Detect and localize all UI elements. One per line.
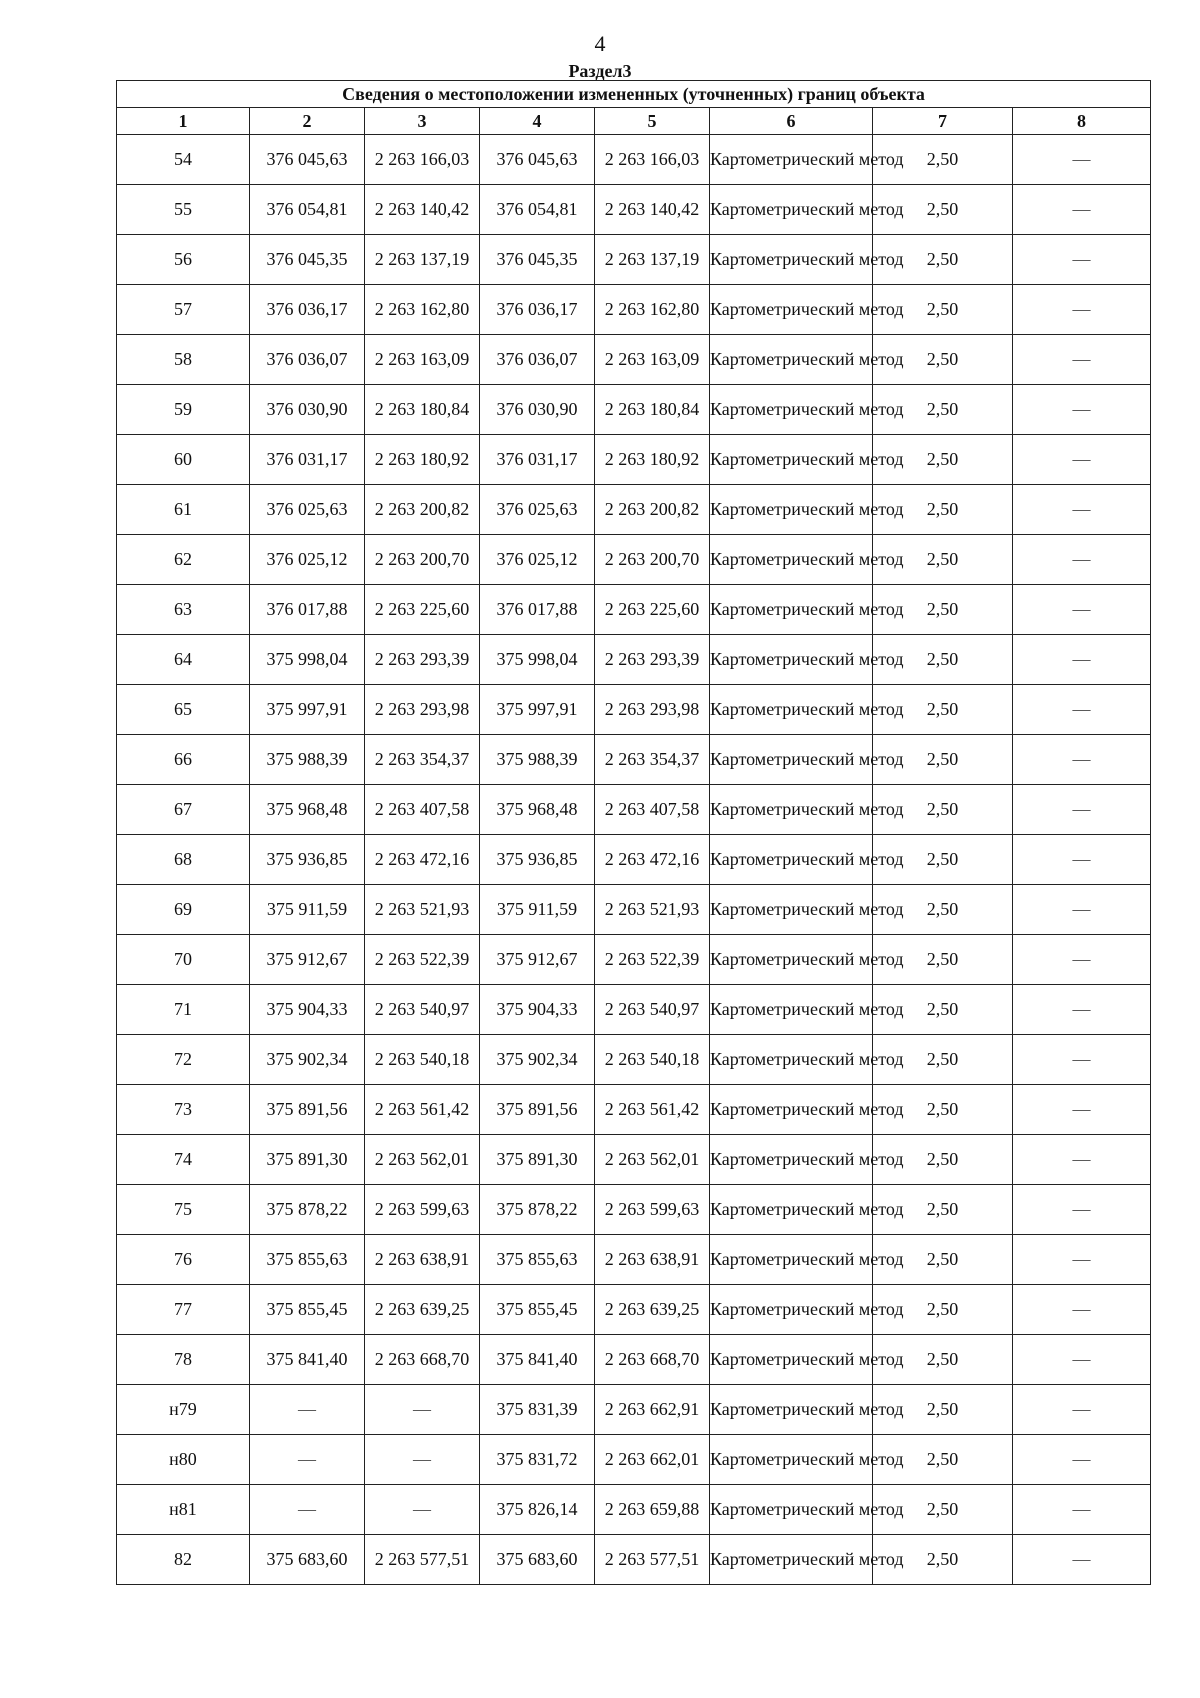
accuracy-cell: 2,50 — [873, 735, 1013, 785]
old-x-cell: 375 912,67 — [250, 935, 365, 985]
old-x-cell: 376 030,90 — [250, 385, 365, 435]
old-y-cell: 2 263 407,58 — [365, 785, 480, 835]
old-x-cell: 375 968,48 — [250, 785, 365, 835]
accuracy-cell: 2,50 — [873, 935, 1013, 985]
old-x-cell: 375 911,59 — [250, 885, 365, 935]
old-y-cell: 2 263 668,70 — [365, 1335, 480, 1385]
note-cell: — — [1013, 585, 1151, 635]
column-number-2: 2 — [250, 108, 365, 135]
new-y-cell: 2 263 293,98 — [595, 685, 710, 735]
new-x-cell: 375 891,30 — [480, 1135, 595, 1185]
table-row — [117, 1085, 1151, 1135]
point-id-cell: 71 — [117, 985, 250, 1035]
old-y-cell: — — [365, 1435, 480, 1485]
new-y-cell: 2 263 521,93 — [595, 885, 710, 935]
table-row — [117, 1535, 1151, 1585]
old-x-cell: 376 045,63 — [250, 135, 365, 185]
old-x-cell: 375 988,39 — [250, 735, 365, 785]
old-x-cell: 375 855,63 — [250, 1235, 365, 1285]
old-x-cell: 375 936,85 — [250, 835, 365, 885]
old-y-cell: 2 263 599,63 — [365, 1185, 480, 1235]
new-y-cell: 2 263 200,82 — [595, 485, 710, 535]
table-row — [117, 985, 1151, 1035]
accuracy-cell: 2,50 — [873, 1185, 1013, 1235]
method-cell: Картометрический метод — [710, 1435, 873, 1485]
note-cell: — — [1013, 185, 1151, 235]
new-y-cell: 2 263 599,63 — [595, 1185, 710, 1235]
table-row — [117, 435, 1151, 485]
method-cell: Картометрический метод — [710, 385, 873, 435]
method-cell: Картометрический метод — [710, 835, 873, 885]
point-id-cell: 67 — [117, 785, 250, 835]
point-id-cell: 56 — [117, 235, 250, 285]
table-row — [117, 885, 1151, 935]
accuracy-cell: 2,50 — [873, 1385, 1013, 1435]
old-y-cell: 2 263 166,03 — [365, 135, 480, 185]
old-x-cell: 375 841,40 — [250, 1335, 365, 1385]
table-row — [117, 1335, 1151, 1385]
old-y-cell: 2 263 354,37 — [365, 735, 480, 785]
new-x-cell: 375 998,04 — [480, 635, 595, 685]
method-cell: Картометрический метод — [710, 135, 873, 185]
point-id-cell: 72 — [117, 1035, 250, 1085]
old-x-cell: 375 904,33 — [250, 985, 365, 1035]
old-y-cell: 2 263 561,42 — [365, 1085, 480, 1135]
method-cell: Картометрический метод — [710, 1385, 873, 1435]
new-x-cell: 376 036,17 — [480, 285, 595, 335]
note-cell: — — [1013, 435, 1151, 485]
old-y-cell: 2 263 540,18 — [365, 1035, 480, 1085]
page-number: 4 — [594, 31, 606, 56]
note-cell: — — [1013, 385, 1151, 435]
table-row — [117, 1235, 1151, 1285]
accuracy-cell: 2,50 — [873, 435, 1013, 485]
section-label: Раздел3 — [568, 61, 632, 81]
new-y-cell: 2 263 407,58 — [595, 785, 710, 835]
method-cell: Картометрический метод — [710, 885, 873, 935]
old-x-cell: 376 031,17 — [250, 435, 365, 485]
new-y-cell: 2 263 577,51 — [595, 1535, 710, 1585]
old-x-cell: 376 036,07 — [250, 335, 365, 385]
point-id-cell: 65 — [117, 685, 250, 735]
accuracy-cell: 2,50 — [873, 1535, 1013, 1585]
old-y-cell: 2 263 521,93 — [365, 885, 480, 935]
method-cell: Картометрический метод — [710, 235, 873, 285]
new-y-cell: 2 263 540,97 — [595, 985, 710, 1035]
point-id-cell: 57 — [117, 285, 250, 335]
table-title: Сведения о местоположении измененных (уточненных) границ объекта — [117, 81, 1151, 108]
method-cell: Картометрический метод — [710, 735, 873, 785]
old-y-cell: 2 263 162,80 — [365, 285, 480, 335]
old-x-cell: 376 036,17 — [250, 285, 365, 335]
note-cell: — — [1013, 1335, 1151, 1385]
new-x-cell: 376 036,07 — [480, 335, 595, 385]
point-id-cell: 69 — [117, 885, 250, 935]
new-y-cell: 2 263 638,91 — [595, 1235, 710, 1285]
note-cell: — — [1013, 635, 1151, 685]
column-number-6: 6 — [710, 108, 873, 135]
note-cell: — — [1013, 1485, 1151, 1535]
accuracy-cell: 2,50 — [873, 1335, 1013, 1385]
new-y-cell: 2 263 163,09 — [595, 335, 710, 385]
note-cell: — — [1013, 285, 1151, 335]
method-cell: Картометрический метод — [710, 285, 873, 335]
old-y-cell: 2 263 140,42 — [365, 185, 480, 235]
new-y-cell: 2 263 225,60 — [595, 585, 710, 635]
table-row — [117, 135, 1151, 185]
table-row — [117, 1135, 1151, 1185]
accuracy-cell: 2,50 — [873, 1035, 1013, 1085]
new-x-cell: 375 831,72 — [480, 1435, 595, 1485]
new-x-cell: 375 988,39 — [480, 735, 595, 785]
new-x-cell: 375 902,34 — [480, 1035, 595, 1085]
table-row — [117, 935, 1151, 985]
table-row — [117, 185, 1151, 235]
note-cell: — — [1013, 235, 1151, 285]
table-row — [117, 785, 1151, 835]
new-x-cell: 376 025,63 — [480, 485, 595, 535]
note-cell: — — [1013, 135, 1151, 185]
new-x-cell: 376 045,63 — [480, 135, 595, 185]
note-cell: — — [1013, 1435, 1151, 1485]
point-id-cell: 68 — [117, 835, 250, 885]
method-cell: Картометрический метод — [710, 685, 873, 735]
method-cell: Картометрический метод — [710, 1185, 873, 1235]
point-id-cell: 62 — [117, 535, 250, 585]
old-x-cell: — — [250, 1485, 365, 1535]
method-cell: Картометрический метод — [710, 985, 873, 1035]
new-x-cell: 375 855,45 — [480, 1285, 595, 1335]
column-number-7: 7 — [873, 108, 1013, 135]
point-id-cell: 75 — [117, 1185, 250, 1235]
point-id-cell: 54 — [117, 135, 250, 185]
old-y-cell: 2 263 562,01 — [365, 1135, 480, 1185]
note-cell: — — [1013, 1135, 1151, 1185]
old-x-cell: 376 017,88 — [250, 585, 365, 635]
table-row — [117, 1385, 1151, 1435]
new-y-cell: 2 263 180,92 — [595, 435, 710, 485]
old-x-cell: 376 045,35 — [250, 235, 365, 285]
accuracy-cell: 2,50 — [873, 385, 1013, 435]
note-cell: — — [1013, 1035, 1151, 1085]
column-number-4: 4 — [480, 108, 595, 135]
new-y-cell: 2 263 562,01 — [595, 1135, 710, 1185]
method-cell: Картометрический метод — [710, 635, 873, 685]
method-cell: Картометрический метод — [710, 1335, 873, 1385]
table-row — [117, 1035, 1151, 1085]
new-x-cell: 375 683,60 — [480, 1535, 595, 1585]
point-id-cell: 61 — [117, 485, 250, 535]
accuracy-cell: 2,50 — [873, 585, 1013, 635]
new-x-cell: 375 891,56 — [480, 1085, 595, 1135]
note-cell: — — [1013, 485, 1151, 535]
accuracy-cell: 2,50 — [873, 835, 1013, 885]
table-row — [117, 635, 1151, 685]
new-x-cell: 375 911,59 — [480, 885, 595, 935]
old-y-cell: 2 263 200,82 — [365, 485, 480, 535]
old-x-cell: 376 025,12 — [250, 535, 365, 585]
old-y-cell: 2 263 293,39 — [365, 635, 480, 685]
new-x-cell: 375 912,67 — [480, 935, 595, 985]
new-y-cell: 2 263 561,42 — [595, 1085, 710, 1135]
point-id-cell: 66 — [117, 735, 250, 785]
old-x-cell: — — [250, 1435, 365, 1485]
method-cell: Картометрический метод — [710, 1285, 873, 1335]
table-row — [117, 285, 1151, 335]
accuracy-cell: 2,50 — [873, 685, 1013, 735]
old-y-cell: — — [365, 1385, 480, 1435]
table-row — [117, 585, 1151, 635]
table-title-row — [117, 81, 1151, 108]
point-id-cell: 58 — [117, 335, 250, 385]
column-number-1: 1 — [117, 108, 250, 135]
method-cell: Картометрический метод — [710, 1535, 873, 1585]
old-y-cell: 2 263 200,70 — [365, 535, 480, 585]
table-row — [117, 1185, 1151, 1235]
accuracy-cell: 2,50 — [873, 235, 1013, 285]
new-x-cell: 375 904,33 — [480, 985, 595, 1035]
point-id-cell: н81 — [117, 1485, 250, 1535]
column-number-3: 3 — [365, 108, 480, 135]
point-id-cell: 74 — [117, 1135, 250, 1185]
note-cell: — — [1013, 785, 1151, 835]
method-cell: Картометрический метод — [710, 935, 873, 985]
point-id-cell: 55 — [117, 185, 250, 235]
point-id-cell: 82 — [117, 1535, 250, 1585]
old-y-cell: 2 263 180,84 — [365, 385, 480, 435]
new-x-cell: 375 936,85 — [480, 835, 595, 885]
accuracy-cell: 2,50 — [873, 185, 1013, 235]
note-cell: — — [1013, 1235, 1151, 1285]
point-id-cell: 76 — [117, 1235, 250, 1285]
note-cell: — — [1013, 1185, 1151, 1235]
new-y-cell: 2 263 668,70 — [595, 1335, 710, 1385]
old-y-cell: 2 263 293,98 — [365, 685, 480, 735]
point-id-cell: 63 — [117, 585, 250, 635]
old-y-cell: 2 263 577,51 — [365, 1535, 480, 1585]
old-x-cell: 375 855,45 — [250, 1285, 365, 1335]
old-y-cell: 2 263 163,09 — [365, 335, 480, 385]
note-cell: — — [1013, 1085, 1151, 1135]
accuracy-cell: 2,50 — [873, 1235, 1013, 1285]
new-y-cell: 2 263 180,84 — [595, 385, 710, 435]
old-x-cell: 376 054,81 — [250, 185, 365, 235]
new-y-cell: 2 263 293,39 — [595, 635, 710, 685]
new-y-cell: 2 263 659,88 — [595, 1485, 710, 1535]
old-y-cell: 2 263 225,60 — [365, 585, 480, 635]
note-cell: — — [1013, 835, 1151, 885]
method-cell: Картометрический метод — [710, 1035, 873, 1085]
method-cell: Картометрический метод — [710, 1135, 873, 1185]
column-number-5: 5 — [595, 108, 710, 135]
new-x-cell: 375 826,14 — [480, 1485, 595, 1535]
method-cell: Картометрический метод — [710, 1085, 873, 1135]
note-cell: — — [1013, 685, 1151, 735]
table-row — [117, 485, 1151, 535]
point-id-cell: н80 — [117, 1435, 250, 1485]
old-x-cell: 375 891,30 — [250, 1135, 365, 1185]
accuracy-cell: 2,50 — [873, 485, 1013, 535]
note-cell: — — [1013, 1535, 1151, 1585]
new-x-cell: 376 017,88 — [480, 585, 595, 635]
method-cell: Картометрический метод — [710, 585, 873, 635]
table-row — [117, 335, 1151, 385]
accuracy-cell: 2,50 — [873, 885, 1013, 935]
old-x-cell: 375 891,56 — [250, 1085, 365, 1135]
table-row — [117, 535, 1151, 585]
accuracy-cell: 2,50 — [873, 1485, 1013, 1535]
new-x-cell: 375 968,48 — [480, 785, 595, 835]
table-row — [117, 235, 1151, 285]
accuracy-cell: 2,50 — [873, 1135, 1013, 1185]
accuracy-cell: 2,50 — [873, 135, 1013, 185]
method-cell: Картометрический метод — [710, 785, 873, 835]
method-cell: Картометрический метод — [710, 1235, 873, 1285]
new-x-cell: 375 855,63 — [480, 1235, 595, 1285]
new-y-cell: 2 263 137,19 — [595, 235, 710, 285]
new-y-cell: 2 263 354,37 — [595, 735, 710, 785]
note-cell: — — [1013, 1385, 1151, 1435]
point-id-cell: 59 — [117, 385, 250, 435]
old-x-cell: 375 902,34 — [250, 1035, 365, 1085]
note-cell: — — [1013, 985, 1151, 1035]
method-cell: Картометрический метод — [710, 535, 873, 585]
accuracy-cell: 2,50 — [873, 785, 1013, 835]
table-row — [117, 685, 1151, 735]
accuracy-cell: 2,50 — [873, 335, 1013, 385]
new-y-cell: 2 263 162,80 — [595, 285, 710, 335]
table-row — [117, 835, 1151, 885]
new-x-cell: 375 841,40 — [480, 1335, 595, 1385]
new-y-cell: 2 263 166,03 — [595, 135, 710, 185]
old-y-cell: 2 263 639,25 — [365, 1285, 480, 1335]
point-id-cell: 78 — [117, 1335, 250, 1385]
column-number-row — [117, 108, 1151, 135]
point-id-cell: 64 — [117, 635, 250, 685]
table-body — [117, 135, 1151, 1585]
method-cell: Картометрический метод — [710, 335, 873, 385]
old-x-cell: 375 997,91 — [250, 685, 365, 735]
old-y-cell: 2 263 638,91 — [365, 1235, 480, 1285]
table-row — [117, 1485, 1151, 1535]
old-y-cell: 2 263 522,39 — [365, 935, 480, 985]
table-row — [117, 1285, 1151, 1335]
note-cell: — — [1013, 935, 1151, 985]
old-y-cell: 2 263 472,16 — [365, 835, 480, 885]
accuracy-cell: 2,50 — [873, 1285, 1013, 1335]
new-y-cell: 2 263 522,39 — [595, 935, 710, 985]
new-y-cell: 2 263 662,01 — [595, 1435, 710, 1485]
point-id-cell: н79 — [117, 1385, 250, 1435]
new-x-cell: 376 025,12 — [480, 535, 595, 585]
new-y-cell: 2 263 639,25 — [595, 1285, 710, 1335]
boundary-coordinates-table — [116, 80, 1151, 1585]
note-cell: — — [1013, 535, 1151, 585]
new-x-cell: 376 045,35 — [480, 235, 595, 285]
accuracy-cell: 2,50 — [873, 285, 1013, 335]
new-y-cell: 2 263 200,70 — [595, 535, 710, 585]
accuracy-cell: 2,50 — [873, 1435, 1013, 1485]
column-number-8: 8 — [1013, 108, 1151, 135]
table-row — [117, 385, 1151, 435]
method-cell: Картометрический метод — [710, 485, 873, 535]
method-cell: Картометрический метод — [710, 435, 873, 485]
note-cell: — — [1013, 1285, 1151, 1335]
accuracy-cell: 2,50 — [873, 535, 1013, 585]
old-x-cell: 376 025,63 — [250, 485, 365, 535]
old-y-cell: 2 263 137,19 — [365, 235, 480, 285]
old-x-cell: 375 998,04 — [250, 635, 365, 685]
old-y-cell: 2 263 180,92 — [365, 435, 480, 485]
new-x-cell: 376 031,17 — [480, 435, 595, 485]
table-row — [117, 1435, 1151, 1485]
accuracy-cell: 2,50 — [873, 1085, 1013, 1135]
new-y-cell: 2 263 472,16 — [595, 835, 710, 885]
new-y-cell: 2 263 662,91 — [595, 1385, 710, 1435]
method-cell: Картометрический метод — [710, 185, 873, 235]
new-y-cell: 2 263 540,18 — [595, 1035, 710, 1085]
point-id-cell: 70 — [117, 935, 250, 985]
note-cell: — — [1013, 885, 1151, 935]
point-id-cell: 73 — [117, 1085, 250, 1135]
old-y-cell: 2 263 540,97 — [365, 985, 480, 1035]
new-x-cell: 375 878,22 — [480, 1185, 595, 1235]
note-cell: — — [1013, 335, 1151, 385]
old-x-cell: — — [250, 1385, 365, 1435]
new-x-cell: 375 831,39 — [480, 1385, 595, 1435]
old-x-cell: 375 683,60 — [250, 1535, 365, 1585]
new-x-cell: 375 997,91 — [480, 685, 595, 735]
accuracy-cell: 2,50 — [873, 985, 1013, 1035]
note-cell: — — [1013, 735, 1151, 785]
new-y-cell: 2 263 140,42 — [595, 185, 710, 235]
method-cell: Картометрический метод — [710, 1485, 873, 1535]
new-x-cell: 376 030,90 — [480, 385, 595, 435]
old-x-cell: 375 878,22 — [250, 1185, 365, 1235]
new-x-cell: 376 054,81 — [480, 185, 595, 235]
accuracy-cell: 2,50 — [873, 635, 1013, 685]
point-id-cell: 60 — [117, 435, 250, 485]
table-row — [117, 735, 1151, 785]
point-id-cell: 77 — [117, 1285, 250, 1335]
old-y-cell: — — [365, 1485, 480, 1535]
